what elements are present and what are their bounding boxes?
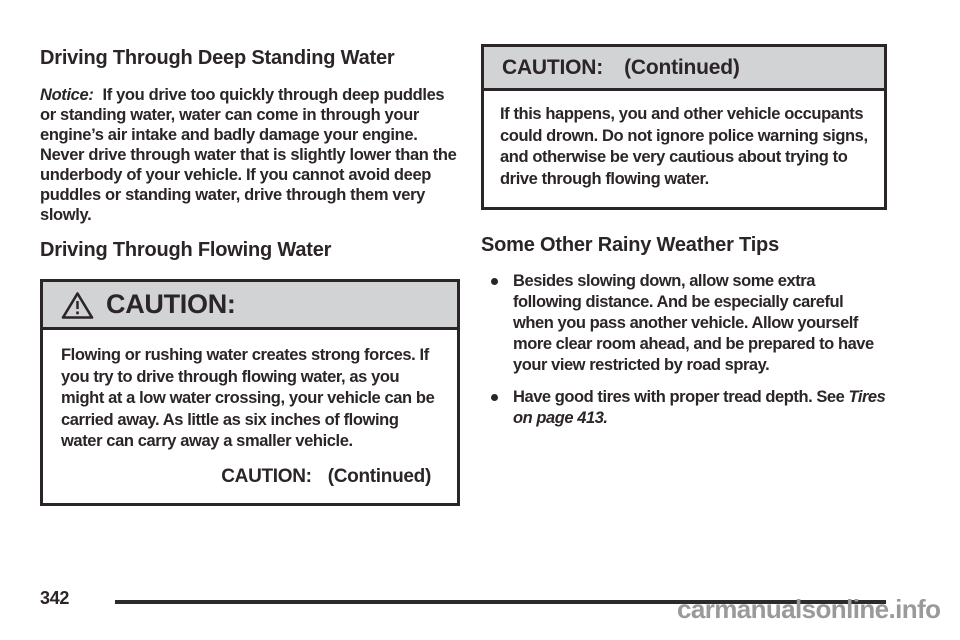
caution-continued-label: CAUTION: bbox=[221, 465, 312, 487]
caution-continued-header-suffix: (Continued) bbox=[624, 56, 740, 79]
caution-box bbox=[40, 279, 460, 506]
caution-continued-line bbox=[61, 466, 439, 488]
right-column bbox=[481, 44, 887, 440]
caution-box-header bbox=[43, 282, 457, 330]
caution-continued-box bbox=[481, 44, 887, 210]
tip-text: Besides slowing down, allow some extra following distance. And be especially careful when you pass another vehicle. Allow yourself more clear room ahead, and be prepared to have your view restricted by road spray. bbox=[513, 272, 874, 374]
caution-continued-box-body bbox=[484, 91, 884, 207]
left-column bbox=[40, 40, 460, 506]
heading-deep-standing-water: Driving Through Deep Standing Water bbox=[40, 47, 395, 69]
caution-continued-suffix: (Continued) bbox=[327, 465, 431, 487]
bullet-icon bbox=[491, 278, 498, 285]
caution-header-label: CAUTION: bbox=[106, 289, 236, 319]
caution-continued-body-text: If this happens, you and other vehicle occupants could drown. Do not ignore police warning signs, and otherwise be very cautious about trying to drive through flowing water. bbox=[500, 105, 868, 188]
tip-text: Have good tires with proper tread depth. See bbox=[513, 388, 845, 406]
notice-paragraph bbox=[40, 85, 460, 225]
heading-flowing-water: Driving Through Flowing Water bbox=[40, 239, 332, 261]
page-number: 342 bbox=[40, 588, 70, 608]
notice-label: Notice: bbox=[40, 86, 94, 104]
warning-triangle-icon bbox=[61, 291, 94, 320]
caution-body-text: Flowing or rushing water creates strong forces. If you try to drive through flowing water, as you might at a low water crossing, your vehicle can be carried away. As little as six inches of flowing water can carry away a smaller vehicle. bbox=[61, 346, 435, 450]
tips-list bbox=[481, 271, 887, 429]
notice-text: If you drive too quickly through deep puddles or standing water, water can come in through your engine’s air intake and badly damage your engine. Never drive through water that is slightly lower than the underbody of your vehicle. If you cannot avoid deep puddles or standing water, drive through them very slowly. bbox=[40, 86, 457, 224]
tip-item bbox=[481, 271, 887, 376]
tires-page-reference: Tires on page 413. bbox=[513, 388, 886, 427]
heading-rainy-weather-tips: Some Other Rainy Weather Tips bbox=[481, 234, 779, 256]
caution-continued-box-header bbox=[484, 47, 884, 91]
watermark: carmanualsonline.info bbox=[677, 594, 941, 624]
caution-box-body bbox=[43, 330, 457, 503]
tip-item bbox=[481, 387, 887, 429]
caution-continued-header-label: CAUTION: bbox=[502, 56, 604, 79]
bullet-icon bbox=[491, 394, 498, 401]
